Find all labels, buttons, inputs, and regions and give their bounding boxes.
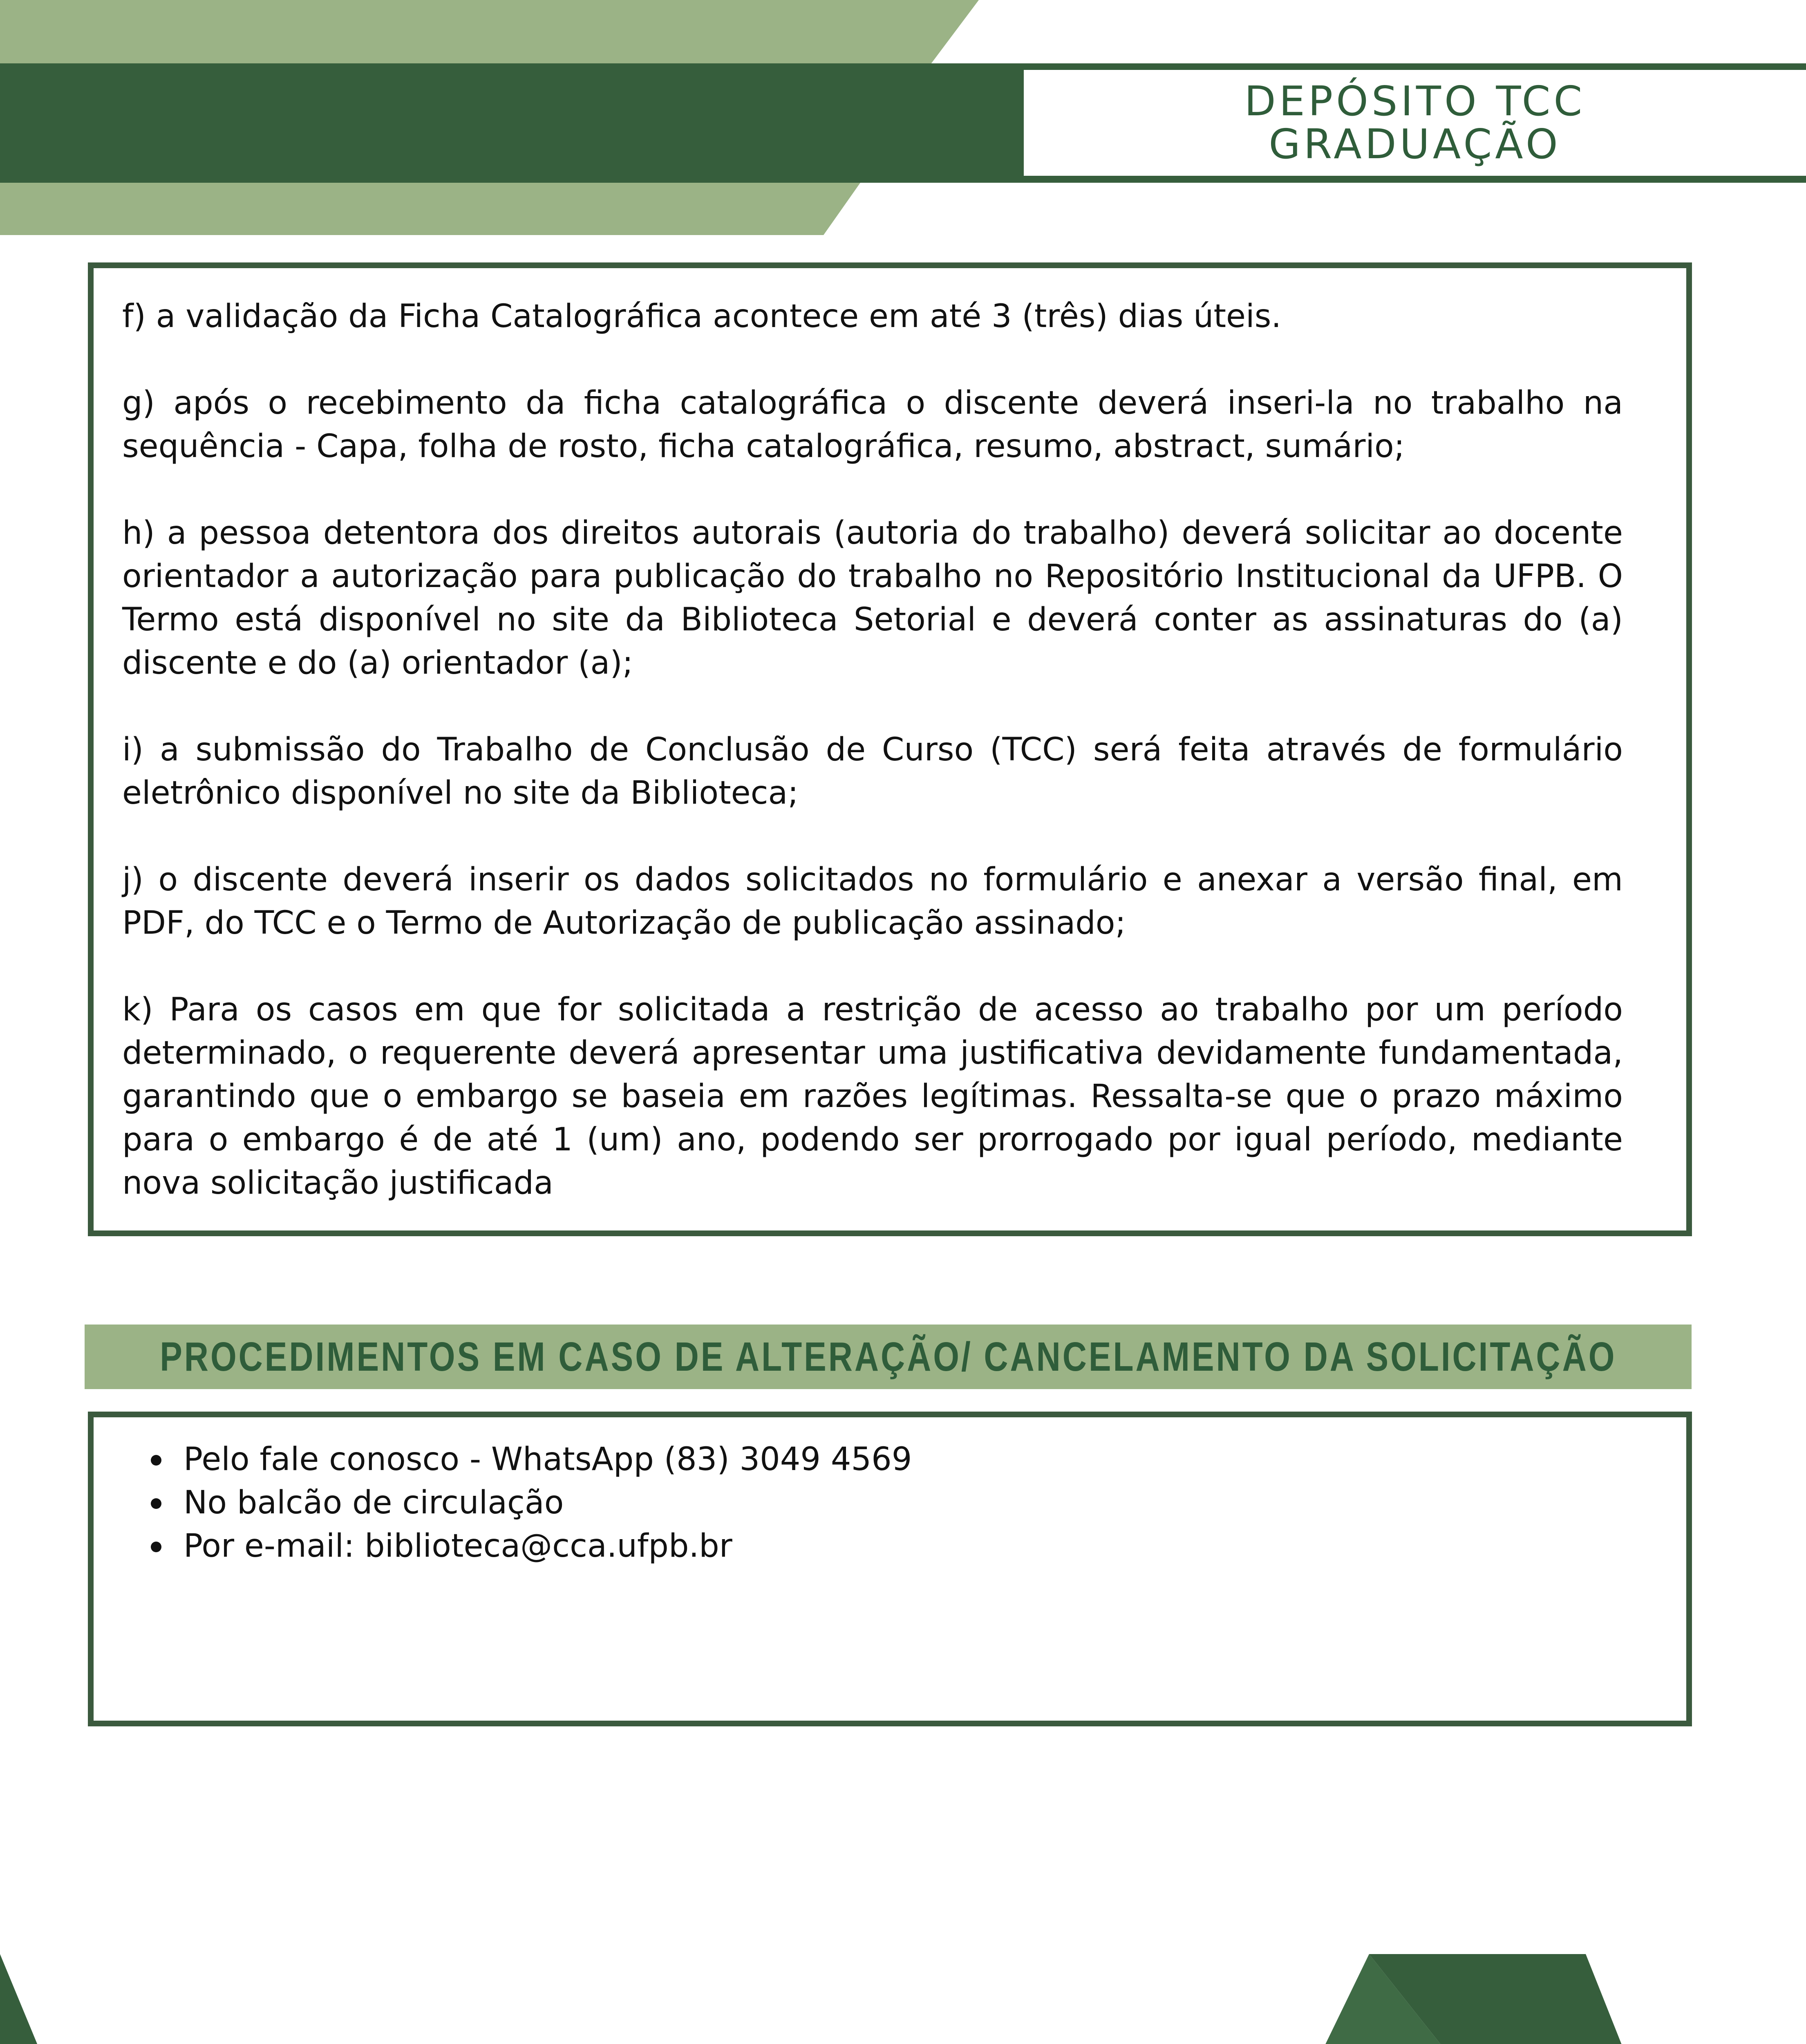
procedure-steps-box [88, 262, 1692, 1236]
step-g: g) após o recebimento da ficha catalográfica o discente deverá inseri-la no trabalho na sequência - Capa, folha de rosto, ficha catalográfica, resumo, abstract, sumário; [122, 385, 1623, 465]
contact-options-box [88, 1412, 1692, 1726]
step-f: f) a validação da Ficha Catalográfica acontece em até 3 (três) dias úteis. [122, 298, 1282, 335]
step-i: i) a submissão do Trabalho de Conclusão de Curso (TCC) será feita através de formulário eletrônico disponível no site da Biblioteca; [122, 731, 1623, 811]
footer-left-stripe-dark [0, 1954, 217, 2044]
step-k: k) Para os casos em que for solicitada a restrição de acesso ao trabalho por um período determinado, o requerente deverá apresentar uma justificativa devidamente fundamentada, garantindo que o embargo se baseia em razões legítimas. Ressalta-se que o prazo máximo para o embargo é de até 1 (um) ano, podendo ser prorrogado por igual período, mediante nova solicitação justificada [122, 991, 1623, 1201]
title-line-2: GRADUAÇÃO [1269, 120, 1561, 168]
step-j: j) o discente deverá inserir os dados solicitados no formulário e anexar a versão final, em PDF, do TCC e o Termo de Autorização de publicação assinado; [122, 861, 1623, 941]
contact-item-counter: No balcão de circulação [184, 1481, 1686, 1524]
section-heading [85, 1325, 1692, 1389]
contact-list [184, 1438, 1686, 1568]
header-light-band-bottom [0, 180, 862, 235]
footer-decoration [0, 1954, 1806, 2044]
title-line-1: DEPÓSITO TCC [1244, 77, 1586, 125]
section-heading-text: PROCEDIMENTOS EM CASO DE ALTERAÇÃO/ CANCELAMENTO DA SOLICITAÇÃO [159, 1334, 1617, 1380]
contact-item-whatsapp: Pelo fale conosco - WhatsApp (83) 3049 4569 [184, 1438, 1686, 1481]
step-h: h) a pessoa detentora dos direitos autorais (autoria do trabalho) deverá solicitar ao docente orientador a autorização para publicação do trabalho no Repositório Institucional da UFPB. O Termo está disponível no site da Biblioteca Setorial e deverá conter as assinaturas do (a) discente e do (a) orientador (a); [122, 515, 1623, 681]
contact-item-email: Por e-mail: biblioteca@cca.ufpb.br [184, 1524, 1686, 1568]
document-title [1024, 69, 1806, 176]
header-light-band-top [0, 0, 979, 65]
